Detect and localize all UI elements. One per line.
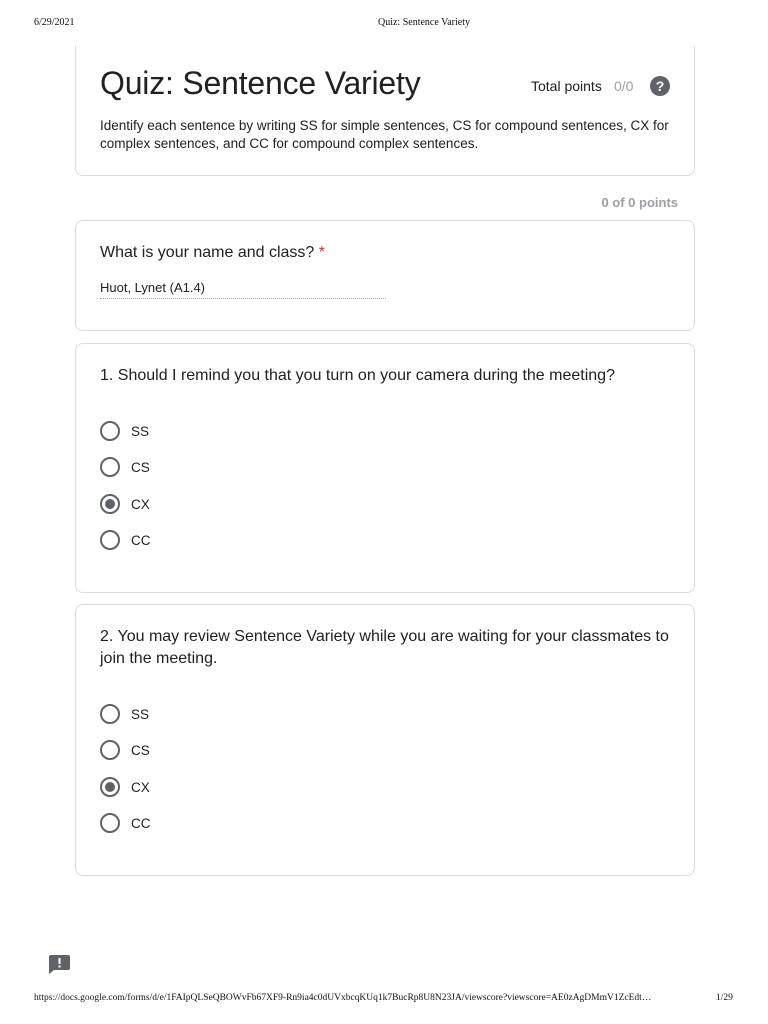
option-label: CX [131, 779, 150, 795]
question-card-2 [75, 604, 695, 876]
radio-button[interactable] [100, 704, 120, 724]
option-label: CS [131, 459, 150, 475]
form-header-card [75, 46, 695, 176]
option-cx[interactable] [100, 777, 150, 797]
score-summary: 0 of 0 points [601, 195, 678, 210]
question-title [100, 242, 325, 264]
option-cs[interactable] [100, 457, 150, 477]
question-text: 1. Should I remind you that you turn on your camera during the meeting? [100, 367, 615, 384]
total-points-label: Total points [531, 78, 602, 94]
radio-button[interactable] [100, 813, 120, 833]
radio-button[interactable] [100, 740, 120, 760]
option-label: CC [131, 815, 151, 831]
radio-button-selected[interactable] [100, 494, 120, 514]
option-ss[interactable] [100, 421, 149, 441]
radio-button[interactable] [100, 457, 120, 477]
total-points-value: 0/0 [614, 78, 634, 94]
option-cc[interactable] [100, 530, 151, 550]
required-asterisk: * [318, 244, 326, 261]
question-card-1 [75, 343, 695, 593]
print-title: Quiz: Sentence Variety [377, 17, 470, 28]
help-circle-icon[interactable]: ? [650, 76, 670, 96]
option-label: CS [131, 742, 150, 758]
feedback-icon[interactable] [49, 955, 70, 974]
print-header [0, 17, 768, 31]
form-title: Quiz: Sentence Variety [100, 65, 421, 101]
print-url: https://docs.google.com/forms/d/e/1FAIpQLSeQBOWvFb67XF9-Rn9ia4c0dUVxbcqKUq1k7BucRp8U8N23JA/viewscore?viewscore=AE0zAgDMmV1ZcEdt… [34, 993, 652, 1003]
name-answer-field[interactable]: Huot, Lynet (A1.4) [100, 280, 206, 295]
question-text: What is your name and class? [100, 244, 315, 261]
print-footer [0, 993, 768, 1007]
option-cx[interactable] [100, 494, 150, 514]
option-cs[interactable] [100, 740, 150, 760]
answer-underline [100, 298, 386, 299]
print-date: 6/29/2021 [34, 17, 75, 28]
form-description: Identify each sentence by writing SS for simple sentences, CS for compound sentences, CX for complex sentences, and CC for compound complex sentences. [100, 118, 669, 151]
option-label: CC [131, 532, 151, 548]
option-label: SS [131, 706, 150, 722]
option-label: CX [131, 496, 150, 512]
radio-button-selected[interactable] [100, 777, 120, 797]
radio-button[interactable] [100, 530, 120, 550]
option-label: SS [131, 423, 150, 439]
name-question-card [75, 220, 695, 331]
print-page-number: 1/29 [716, 993, 733, 1003]
question-text: 2. You may review Sentence Variety while you are waiting for your classmates to join the meeting. [100, 628, 669, 667]
option-cc[interactable] [100, 813, 151, 833]
option-ss[interactable] [100, 704, 149, 724]
radio-button[interactable] [100, 421, 120, 441]
